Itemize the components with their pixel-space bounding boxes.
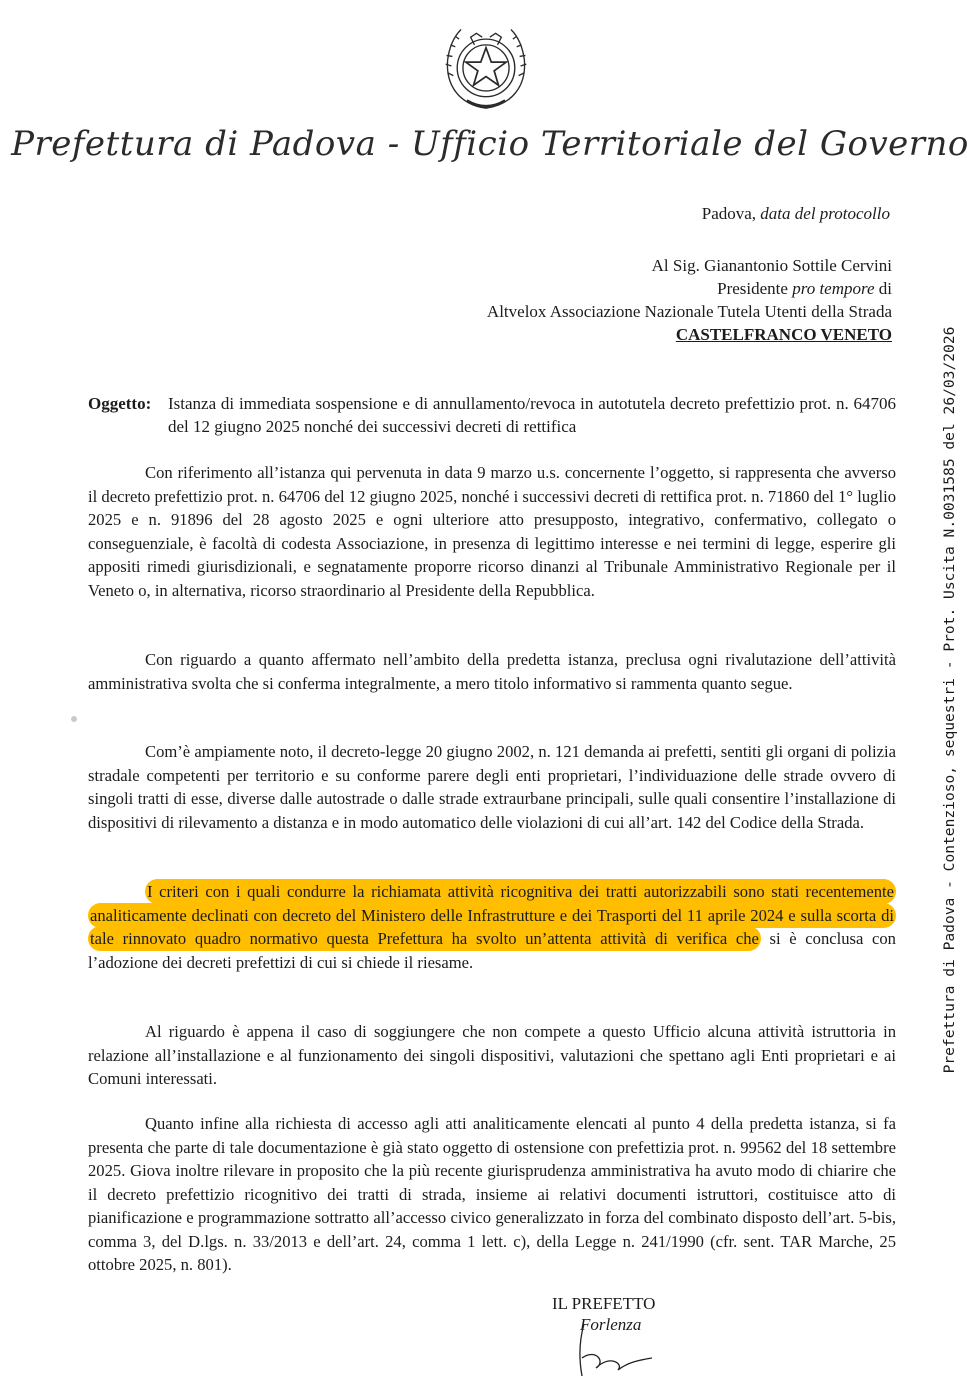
protocol-stamp: Prefettura di Padova - Contenzioso, sequestri - Prot. Uscita N.0031585 del 26/03/2026 xyxy=(941,326,958,1074)
recipient-organization: Altvelox Associazione Nazionale Tutela Utenti della Strada xyxy=(486,302,892,321)
republic-emblem-icon xyxy=(438,18,534,114)
paragraph-5: Al riguardo è appena il caso di soggiungere che non compete a questo Ufficio alcuna attività istruttoria in relazione all’installazione e al funzionamento dei singoli dispositivi, valutazioni che spettano agli Enti proprietari e ai Comuni interessati. xyxy=(88,1022,896,1088)
signer-name: Forlenza xyxy=(580,1315,642,1334)
paragraph-4 xyxy=(88,880,896,974)
handwritten-signature-icon xyxy=(566,1318,656,1380)
subject-block xyxy=(88,392,896,438)
highlighted-text: I criteri con i quali condurre la richiamata attività ricognitiva dei tratti autorizzabili sono stati recentemente analiticamente declinati con decreto del Ministero delle Infrastrutture e dei Trasporti del 11 aprile 2024 e sulla scorta di tale rinnovato quadro normativo questa Prefettura ha svolto un’attenta attività di verifica che xyxy=(88,879,896,951)
date-value: data del protocollo xyxy=(760,204,890,223)
paragraph-3: Com’è ampiamente noto, il decreto-legge 20 giugno 2002, n. 121 demanda ai prefetti, sentiti gli organi di polizia stradale competenti per territorio e su conforme parere degli enti proprietari, l’individuazione delle strade ovvero di singoli tratti di esse, diverse dalle autostrade o dalle strade extraurbane principali, sulle quali consentire l’installazione di dispositivi di rilevamento a distanza e in modo automatico delle violazioni di cui all’art. 142 del Codice della Strada. xyxy=(88,742,896,832)
date-place: Padova, xyxy=(701,204,757,223)
signer-title: IL PREFETTO xyxy=(552,1294,656,1313)
recipient-role: Presidente pro tempore di xyxy=(717,279,892,298)
paragraph-2: Con riguardo a quanto affermato nell’ambito della predetta istanza, preclusa ogni rivalutazione dell’attività amministrativa svolta che si conferma integralmente, a mero titolo informativo si rammenta quanto segue. xyxy=(88,650,896,693)
paragraph-4-rest: si è conclusa con l’adozione dei decreti prefettizi di cui si chiede il riesame. xyxy=(88,929,896,972)
recipient-city: CASTELFRANCO VENETO xyxy=(675,325,892,344)
recipient-name: Al Sig. Gianantonio Sottile Cervini xyxy=(651,256,892,275)
paragraph-6: Quanto infine alla richiesta di accesso agli atti analiticamente elencati al punto 4 della predetta istanza, si fa presenta che parte di tale documentazione è già stato oggetto di ostensione con prefettizia prot. n. 99562 del 18 settembre 2025. Giova inoltre rilevare in proposito che la più recente giurisprudenza amministrativa ha avuto modo di chiarire che il decreto prefettizio ricognitivo dei tratti di strada, insieme ai relativi documenti istruttori, costituisce atto di pianificazione e programmazione sottratto all’accesso civico generalizzato in forza del combinato disposto dell’art. 5-bis, comma 3, del D.lgs. n. 33/2013 e dell’art. 24, comma 1 lett. c), della Legge n. 241/1990 (cfr. sent. TAR Marche, 25 ottobre 2025, n. 801). xyxy=(88,1114,896,1274)
recipient-block xyxy=(487,254,892,346)
paragraph-1: Con riferimento all’istanza qui pervenuta in data 9 marzo u.s. concernente l’oggetto, si rappresenta che avverso il decreto prefettizio prot. n. 64706 del 12 giugno 2025, nonché i successivi decreti di rettifica prot. n. 71860 del 1° luglio 2025 e n. 91896 del 28 agosto 2025 e ogni ulteriore atto presupposto, integrativo, confermativo, collegato o conseguenziale, è facoltà di codesta Associazione, in presenza di legittimo interesse e nei termini di legge, esperire gli appositi rimedi giurisdizionali, e segnatamente proporre ricorso dinanzi al Tribunale Amministrativo Regionale per il Veneto o, in alternativa, ricorso straordinario al Presidente della Repubblica. xyxy=(88,463,896,600)
fold-mark xyxy=(71,716,77,722)
header-title: Prefettura di Padova - Ufficio Territoriale del Governo xyxy=(11,124,969,164)
subject-text: Istanza di immediata sospensione e di annullamento/revoca in autotutela decreto prefettizio prot. n. 64706 del 12 giugno 2025 nonché dei successivi decreti di rettifica xyxy=(168,394,896,436)
date-line xyxy=(702,204,890,224)
subject-label: Oggetto: xyxy=(88,394,152,413)
